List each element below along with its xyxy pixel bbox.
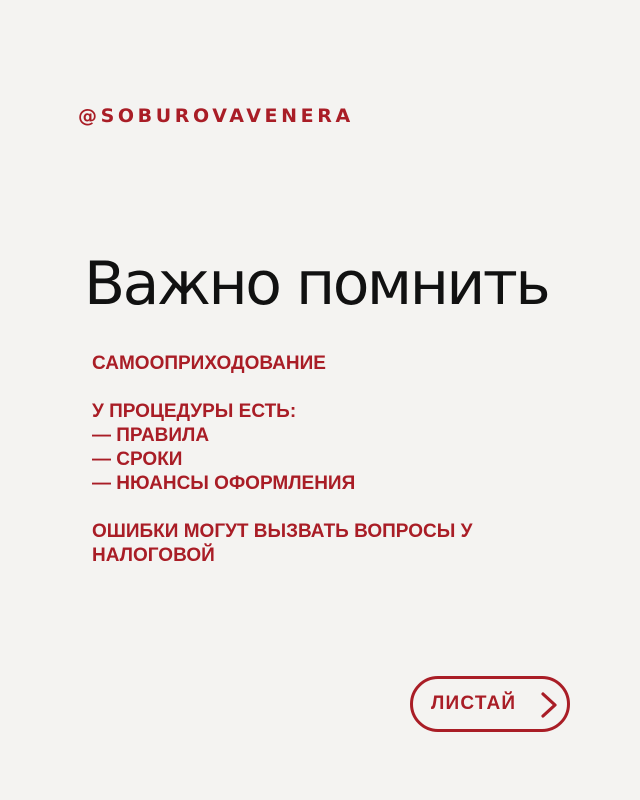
- procedure-item-rules: — ПРАВИЛА: [92, 425, 210, 446]
- chevron-right-icon: [539, 691, 559, 719]
- procedure-item-nuances: — НЮАНСЫ ОФОРМЛЕНИЯ: [92, 473, 356, 494]
- swipe-button-label: ЛИСТАЙ: [431, 693, 517, 714]
- warning-text: ОШИБКИ МОГУТ ВЫЗВАТЬ ВОПРОСЫ У НАЛОГОВОЙ: [92, 521, 473, 566]
- account-handle: @SOBUROVAVENERA: [78, 105, 354, 127]
- content-block: [92, 352, 532, 568]
- topic-text: САМООПРИХОДОВАНИЕ: [92, 353, 326, 374]
- spacer: [92, 376, 532, 400]
- spacer: [92, 496, 532, 520]
- page-title: Важно помнить: [84, 249, 549, 319]
- procedure-heading: У ПРОЦЕДУРЫ ЕСТЬ:: [92, 401, 297, 422]
- procedure-item-deadlines: — СРОКИ: [92, 449, 183, 470]
- swipe-button[interactable]: [410, 676, 570, 732]
